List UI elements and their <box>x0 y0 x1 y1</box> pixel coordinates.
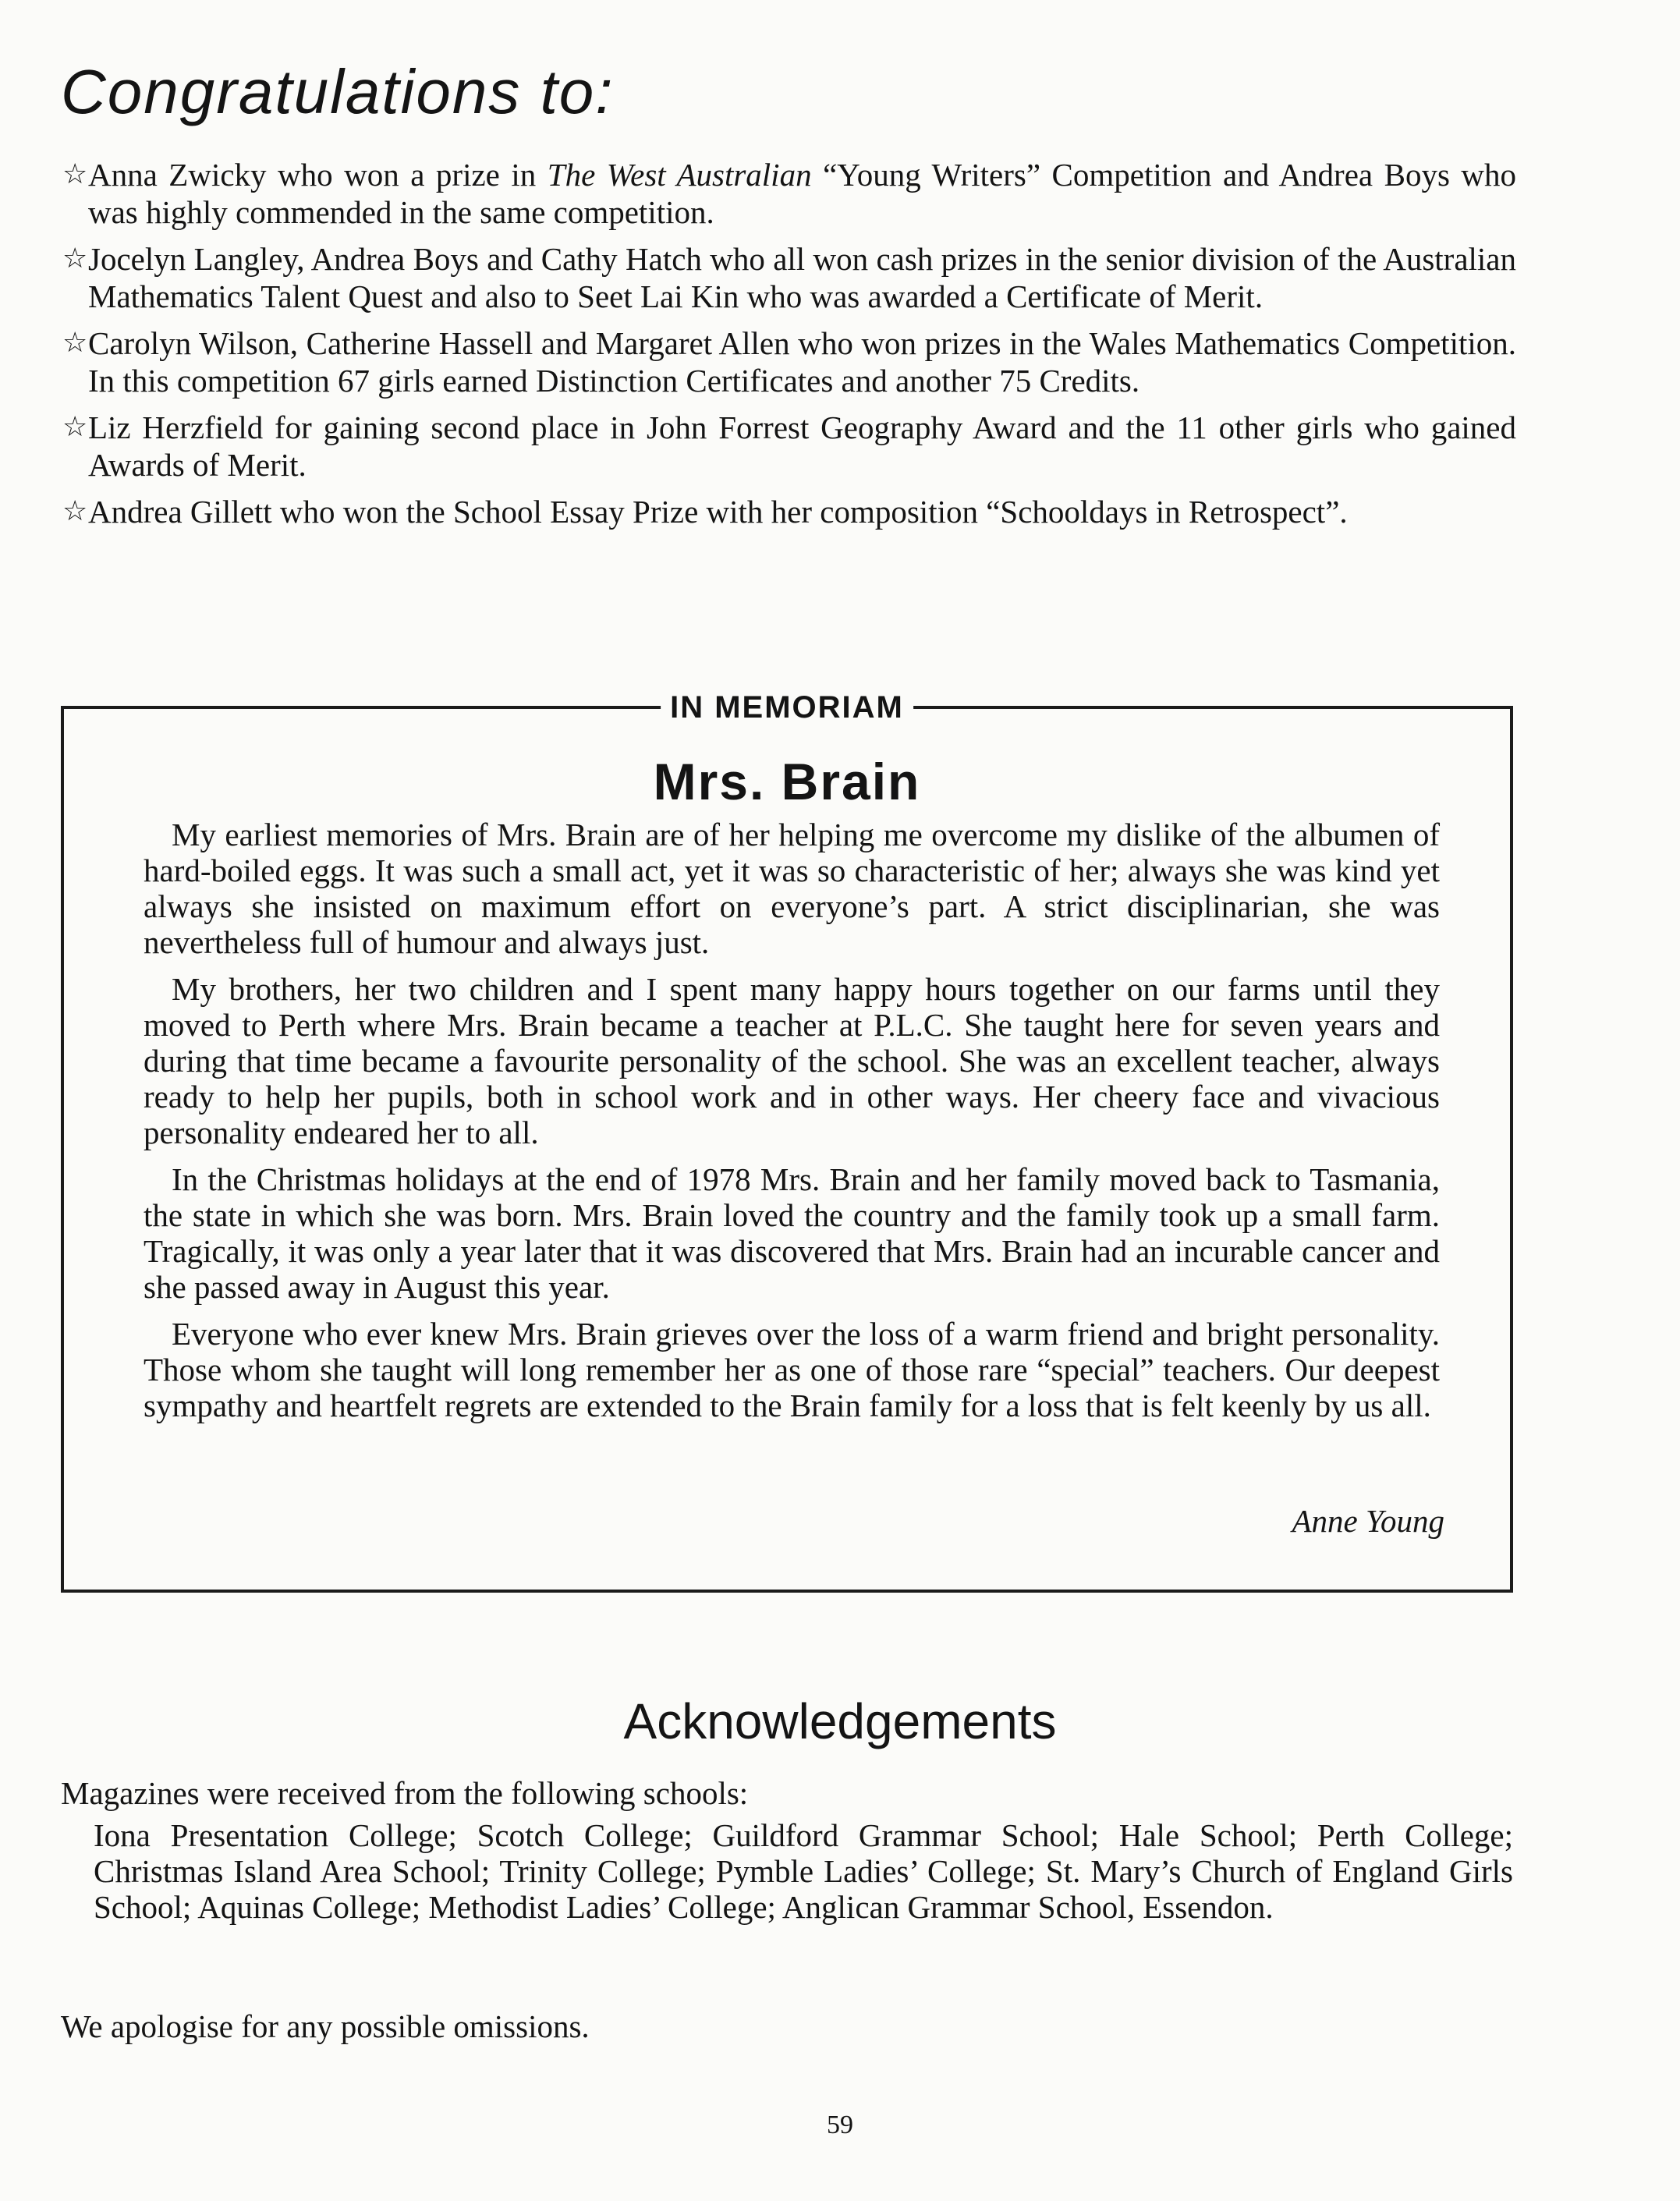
list-item <box>62 409 1516 484</box>
list-item <box>62 240 1516 315</box>
list-item <box>62 324 1516 399</box>
congratulations-list <box>62 156 1516 540</box>
star-icon: ☆ <box>62 158 88 190</box>
item-text: Carolyn Wilson, Catherine Hassell and Margaret Allen who won prizes in the Wales Mathematics Competition. In this competition 67 girls earned Distinction Certificates and another 75 Credits. <box>88 325 1516 399</box>
congratulations-heading: Congratulations to: <box>61 57 615 126</box>
acknowledgements-apology: We apologise for any possible omissions. <box>61 2008 590 2044</box>
memoriam-author: Anne Young <box>1292 1503 1444 1539</box>
newspaper-title: The West Australian <box>547 157 812 193</box>
list-item <box>62 493 1516 530</box>
item-text: Jocelyn Langley, Andrea Boys and Cathy Hatch who all won cash prizes in the senior division of the Australian Mathematics Talent Quest and also to Seet Lai Kin who was awarded a Certificate of Merit. <box>88 241 1516 314</box>
acknowledgements-intro: Magazines were received from the following schools: <box>61 1775 749 1811</box>
memoriam-paragraph: My brothers, her two children and I spent many happy hours together on our farms until they moved to Perth where Mrs. Brain became a teacher at P.L.C. She taught here for seven years and during that time became a favourite personality of the school. She was an excellent teacher, always ready to help her pupils, both in school work and in other ways. Her cheery face and vivacious personality endeared her to all. <box>144 971 1440 1150</box>
in-memoriam-box <box>61 690 1513 1593</box>
list-item <box>62 156 1516 231</box>
page-number: 59 <box>827 2111 853 2139</box>
memoriam-paragraph: Everyone who ever knew Mrs. Brain grieves over the loss of a warm friend and bright personality. Those whom she taught will long remember her as one of those rare “special” teachers. Our deepest sympathy and heartfelt regrets are extended to the Brain family for a loss that is felt keenly by us all. <box>144 1316 1440 1423</box>
star-icon: ☆ <box>62 327 88 359</box>
item-text-after: “Young Writers” Competition and Andrea Boys who was highly commended in the same competition. <box>88 157 1516 230</box>
item-text: Andrea Gillett who won the School Essay Prize with her composition “Schooldays in Retrospect”. <box>88 494 1348 530</box>
memoriam-paragraph: My earliest memories of Mrs. Brain are of her helping me overcome my dislike of the albumen of hard-boiled eggs. It was such a small act, yet it was so characteristic of her; always she was kind yet always she insisted on maximum effort on everyone’s part. A strict disciplinarian, she was nevertheless full of humour and always just. <box>144 817 1440 960</box>
star-icon: ☆ <box>62 243 88 275</box>
star-icon: ☆ <box>62 411 88 443</box>
memoriam-paragraph: In the Christmas holidays at the end of 1978 Mrs. Brain and her family moved back to Tasmania, the state in which she was born. Mrs. Brain loved the country and the family took up a small farm. Tragically, it was only a year later that it was discovered that Mrs. Brain had an incurable cancer and she passed away in August this year. <box>144 1161 1440 1305</box>
acknowledgements-heading: Acknowledgements <box>623 1693 1057 1749</box>
item-text-before: Anna Zwicky who won a prize in <box>88 157 548 193</box>
item-text: Liz Herzfield for gaining second place in John Forrest Geography Award and the 11 other girls who gained Awards of Merit. <box>88 409 1516 483</box>
memoriam-body <box>144 817 1440 1434</box>
star-icon: ☆ <box>62 495 88 527</box>
acknowledgements-school-list: Iona Presentation College; Scotch College; Guildford Grammar School; Hale School; Perth College; Christmas Island Area School; Trinity College; Pymble Ladies’ College; St. Mary’s Church of England Girls School; Aquinas College; Methodist Ladies’ College; Anglican Grammar School, Essendon. <box>94 1817 1513 1925</box>
memoriam-name-heading: Mrs. Brain <box>653 753 921 810</box>
in-memoriam-label: IN MEMORIAM <box>661 687 913 728</box>
